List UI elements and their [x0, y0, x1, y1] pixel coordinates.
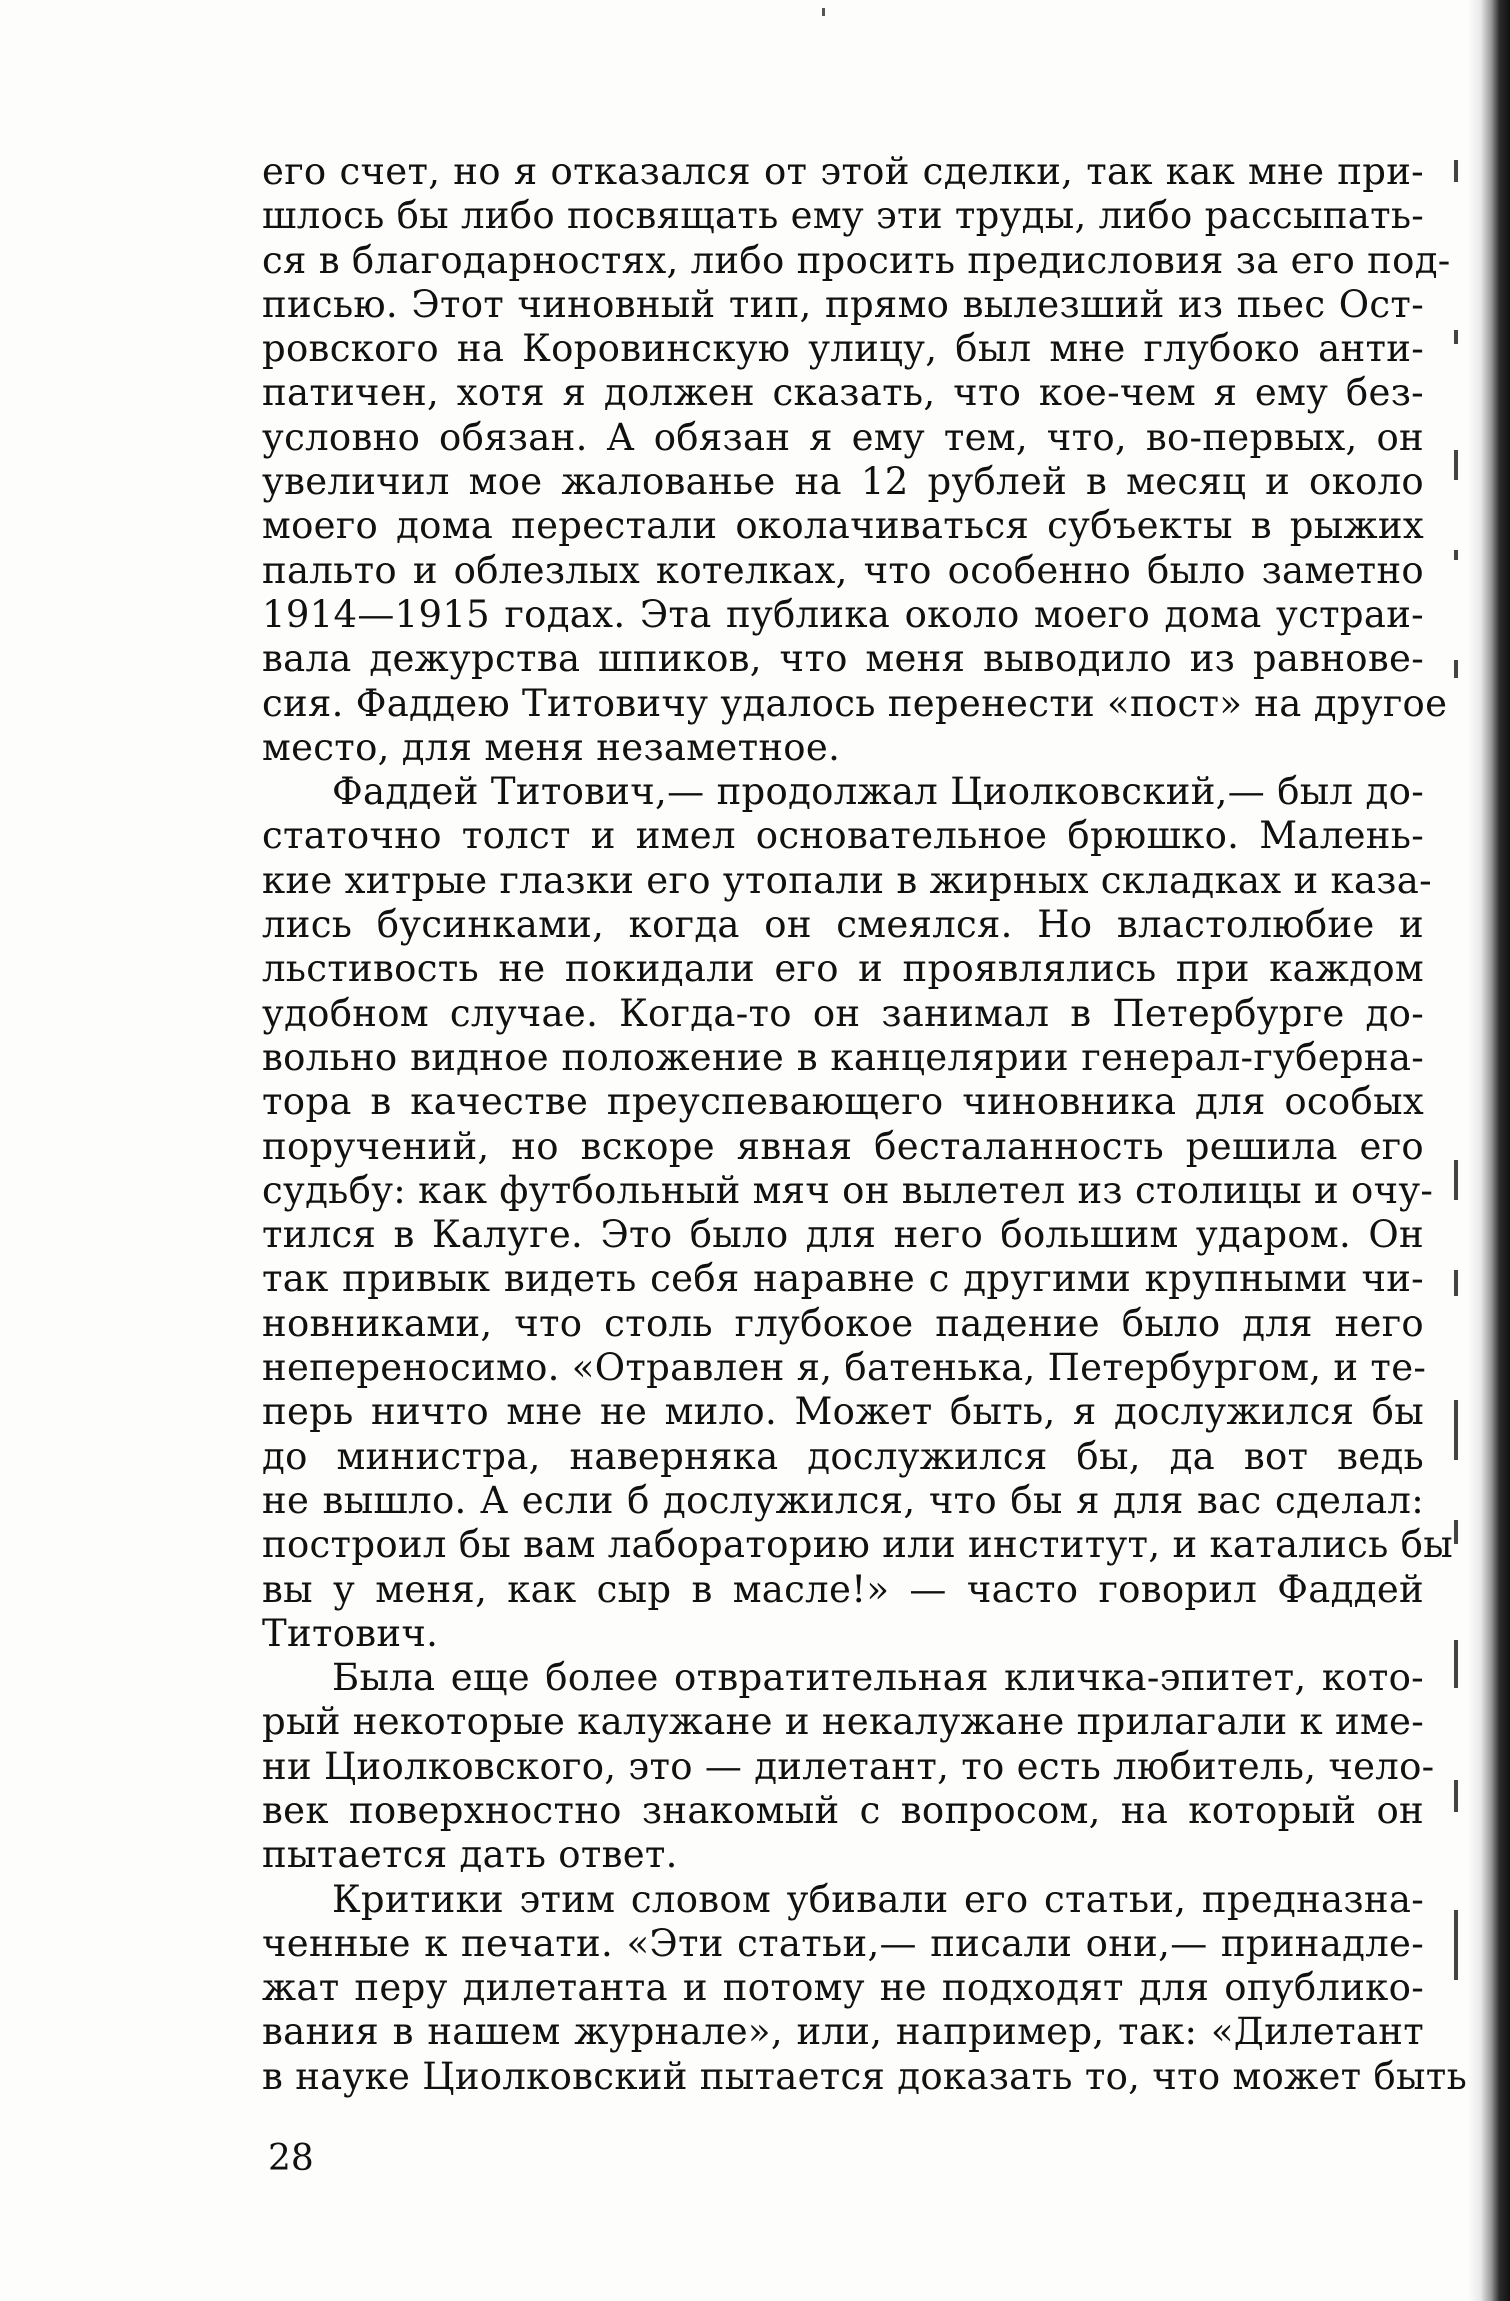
text-line: ченные к печати. «Эти статьи,— писали они,— принадле- — [262, 1921, 1424, 1965]
text-line: 1914—1915 годах. Эта публика около моего дома устраи- — [262, 592, 1424, 636]
text-line: место, для меня незаметное. — [262, 725, 841, 769]
text-line: льстивость не покидали его и проявлялись при каждом — [262, 947, 1424, 991]
text-line: патичен, хотя я должен сказать, что кое-чем я ему без- — [262, 371, 1424, 415]
text-line: век поверхностно знакомый с вопросом, на который он — [262, 1788, 1424, 1832]
paragraph-start-line: Критики этим словом убивали его статьи, предназна- — [332, 1877, 1424, 1921]
text-line: условно обязан. А обязан я ему тем, что, во-первых, он — [262, 415, 1424, 459]
text-line: его счет, но я отказался от этой сделки, так как мне при- — [262, 150, 1424, 193]
text-line: пальто и облезлых котелках, что особенно было заметно — [262, 548, 1424, 592]
text-line: удобном случае. Когда-то он занимал в Петербурге до- — [262, 991, 1424, 1035]
text-line: в науке Циолковский пытается доказать то, что может быть — [262, 2054, 1468, 2098]
text-line: вы у меня, как сыр в масле!» — часто говорил Фаддей — [262, 1567, 1424, 1611]
text-line: судьбу: как футбольный мяч он вылетел из столицы и очу- — [262, 1168, 1434, 1212]
text-line: поручений, но вскоре явная бесталанность решила его — [262, 1124, 1424, 1168]
page-number: 28 — [268, 2138, 314, 2179]
text-line: писью. Этот чиновный тип, прямо вылезший из пьес Ост- — [262, 282, 1424, 326]
text-line: непереносимо. «Отравлен я, батенька, Петербургом, и те- — [262, 1346, 1427, 1390]
text-line: Титович. — [262, 1611, 439, 1655]
text-line: новниками, что столь глубокое падение было для него — [262, 1301, 1424, 1345]
text-line: статочно толст и имел основательное брюшко. Малень- — [262, 814, 1424, 858]
text-line: перь ничто мне не мило. Может быть, я дослужился бы — [262, 1390, 1424, 1434]
text-line: построил бы вам лабораторию или институт, и катались бы — [262, 1523, 1453, 1567]
binding-texture — [1448, 120, 1466, 2120]
text-line: рый некоторые калужане и некалужане прилагали к име- — [262, 1700, 1425, 1744]
text-line: ся в благодарностях, либо просить предисловия за его под- — [262, 238, 1451, 282]
text-line: вольно видное положение в канцелярии генерал-губерна- — [262, 1035, 1424, 1079]
print-mark — [822, 8, 825, 16]
text-line: шлось бы либо посвящать ему эти труды, либо рассыпать- — [262, 194, 1425, 238]
text-line: сия. Фаддею Титовичу удалось перенести «пост» на другое — [262, 681, 1448, 725]
text-line: тился в Калуге. Это было для него большим ударом. Он — [262, 1213, 1424, 1257]
text-line: жат перу дилетанта и потому не подходят для опублико- — [262, 1966, 1424, 2010]
text-line: лись бусинками, когда он смеялся. Но властолюбие и — [262, 903, 1424, 947]
body-text — [262, 150, 1468, 2099]
text-line: так привык видеть себя наравне с другими крупными чи- — [262, 1257, 1424, 1301]
text-line: ровского на Коровинскую улицу, был мне глубоко анти- — [262, 327, 1424, 371]
paragraph-start-line: Фаддей Титович,— продолжал Циолковский,— был до- — [332, 770, 1424, 814]
paragraph-start-line: Была еще более отвратительная кличка-эпитет, кото- — [332, 1656, 1424, 1700]
text-line: не вышло. А если б дослужился, что бы я для вас сделал: — [262, 1478, 1424, 1522]
text-line: увеличил мое жалованье на 12 рублей в месяц и около — [262, 460, 1424, 504]
text-line: ни Циолковского, это — дилетант, то есть любитель, чело- — [262, 1744, 1435, 1788]
text-line: тора в качестве преуспевающего чиновника для особых — [262, 1080, 1424, 1124]
text-line: моего дома перестали околачиваться субъекты в рыжих — [262, 504, 1424, 548]
text-line: вания в нашем журнале», или, например, так: «Дилетант — [262, 2010, 1424, 2054]
binding-edge — [1468, 0, 1510, 2301]
text-line: кие хитрые глазки его утопали в жирных складках и каза- — [262, 858, 1432, 902]
text-line: вала дежурства шпиков, что меня выводило из равнове- — [262, 637, 1424, 681]
text-line: пытается дать ответ. — [262, 1833, 678, 1877]
text-line: до министра, наверняка дослужился бы, да вот ведь — [262, 1434, 1424, 1478]
